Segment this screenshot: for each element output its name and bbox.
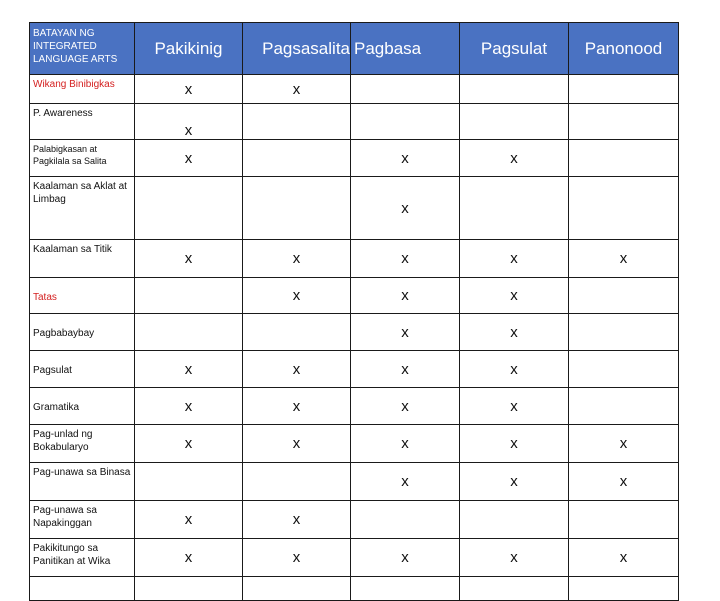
header-pagsasalita: Pagsasalita — [243, 23, 351, 75]
row-label: Kaalaman sa Aklat at Limbag — [30, 177, 135, 240]
mark-cell: x — [351, 463, 460, 501]
mark-cell — [243, 104, 351, 140]
mark-cell: x — [135, 75, 243, 104]
row-label: Pag-unawa sa Binasa — [30, 463, 135, 501]
mark-cell: x — [135, 140, 243, 177]
mark-cell: x — [135, 388, 243, 425]
mark-cell: x — [351, 278, 460, 314]
table-row — [30, 463, 679, 501]
header-pagsulat: Pagsulat — [460, 23, 569, 75]
mark-cell: x — [135, 351, 243, 388]
mark-cell: x — [135, 104, 243, 140]
mark-cell: x — [243, 351, 351, 388]
mark-cell: x — [243, 278, 351, 314]
mark-cell: x — [243, 240, 351, 278]
mark-cell — [460, 104, 569, 140]
mark-cell — [351, 577, 460, 601]
row-label: Tatas — [30, 278, 135, 314]
table-row — [30, 177, 679, 240]
mark-cell — [460, 577, 569, 601]
row-label: Pag-unawa sa Napakinggan — [30, 501, 135, 539]
table-row — [30, 388, 679, 425]
mark-cell — [135, 463, 243, 501]
row-label: Pakikitungo sa Panitikan at Wika — [30, 539, 135, 577]
mark-cell — [243, 577, 351, 601]
table-row — [30, 425, 679, 463]
mark-cell: x — [135, 501, 243, 539]
mark-cell — [351, 501, 460, 539]
mark-cell — [569, 140, 679, 177]
row-label: Pagsulat — [30, 351, 135, 388]
table-row — [30, 351, 679, 388]
row-label: Kaalaman sa Titik — [30, 240, 135, 278]
mark-cell: x — [351, 240, 460, 278]
mark-cell: x — [460, 463, 569, 501]
mark-cell — [569, 278, 679, 314]
mark-cell — [135, 177, 243, 240]
mark-cell: x — [460, 388, 569, 425]
mark-cell: x — [351, 177, 460, 240]
table-row — [30, 539, 679, 577]
mark-cell: x — [569, 463, 679, 501]
mark-cell: x — [351, 425, 460, 463]
mark-cell — [135, 278, 243, 314]
header-pakikinig: Pakikinig — [135, 23, 243, 75]
mark-cell — [569, 577, 679, 601]
row-label: Pag-unlad ng Bokabularyo — [30, 425, 135, 463]
row-label: Gramatika — [30, 388, 135, 425]
mark-cell: x — [460, 240, 569, 278]
mark-cell: x — [351, 351, 460, 388]
mark-cell — [243, 140, 351, 177]
mark-cell: x — [460, 278, 569, 314]
mark-cell: x — [243, 539, 351, 577]
mark-cell: x — [351, 388, 460, 425]
mark-cell: x — [135, 425, 243, 463]
mark-cell — [243, 463, 351, 501]
mark-cell: x — [351, 314, 460, 351]
mark-cell — [351, 104, 460, 140]
mark-cell: x — [135, 240, 243, 278]
table-row — [30, 75, 679, 104]
mark-cell — [243, 177, 351, 240]
table-row — [30, 577, 679, 601]
row-label: Wikang Binibigkas — [30, 75, 135, 104]
mark-cell — [351, 75, 460, 104]
mark-cell: x — [243, 501, 351, 539]
integrated-language-arts-table — [29, 22, 679, 601]
row-label: Palabigkasan at Pagkilala sa Salita — [30, 140, 135, 177]
mark-cell: x — [460, 425, 569, 463]
mark-cell: x — [135, 539, 243, 577]
mark-cell — [569, 388, 679, 425]
table-row — [30, 140, 679, 177]
header-panonood: Panonood — [569, 23, 679, 75]
mark-cell — [135, 577, 243, 601]
mark-cell: x — [569, 425, 679, 463]
mark-cell: x — [243, 75, 351, 104]
table-row — [30, 501, 679, 539]
table-row — [30, 104, 679, 140]
mark-cell — [569, 351, 679, 388]
row-label: P. Awareness — [30, 104, 135, 140]
mark-cell — [135, 314, 243, 351]
header-row — [30, 23, 679, 75]
mark-cell — [460, 177, 569, 240]
mark-cell: x — [351, 539, 460, 577]
header-corner: BATAYAN NG INTEGRATED LANGUAGE ARTS — [30, 23, 135, 75]
row-label — [30, 577, 135, 601]
mark-cell: x — [243, 425, 351, 463]
mark-cell — [569, 501, 679, 539]
row-label: Pagbabaybay — [30, 314, 135, 351]
header-pagbasa: Pagbasa — [351, 23, 460, 75]
mark-cell: x — [351, 140, 460, 177]
mark-cell: x — [460, 140, 569, 177]
mark-cell — [460, 75, 569, 104]
mark-cell — [569, 75, 679, 104]
mark-cell: x — [460, 351, 569, 388]
mark-cell — [569, 314, 679, 351]
mark-cell: x — [460, 539, 569, 577]
mark-cell: x — [460, 314, 569, 351]
mark-cell — [569, 177, 679, 240]
mark-cell — [243, 314, 351, 351]
mark-cell — [569, 104, 679, 140]
mark-cell: x — [243, 388, 351, 425]
mark-cell: x — [569, 539, 679, 577]
table-row — [30, 278, 679, 314]
mark-cell — [460, 501, 569, 539]
table-row — [30, 314, 679, 351]
table-row — [30, 240, 679, 278]
mark-cell: x — [569, 240, 679, 278]
